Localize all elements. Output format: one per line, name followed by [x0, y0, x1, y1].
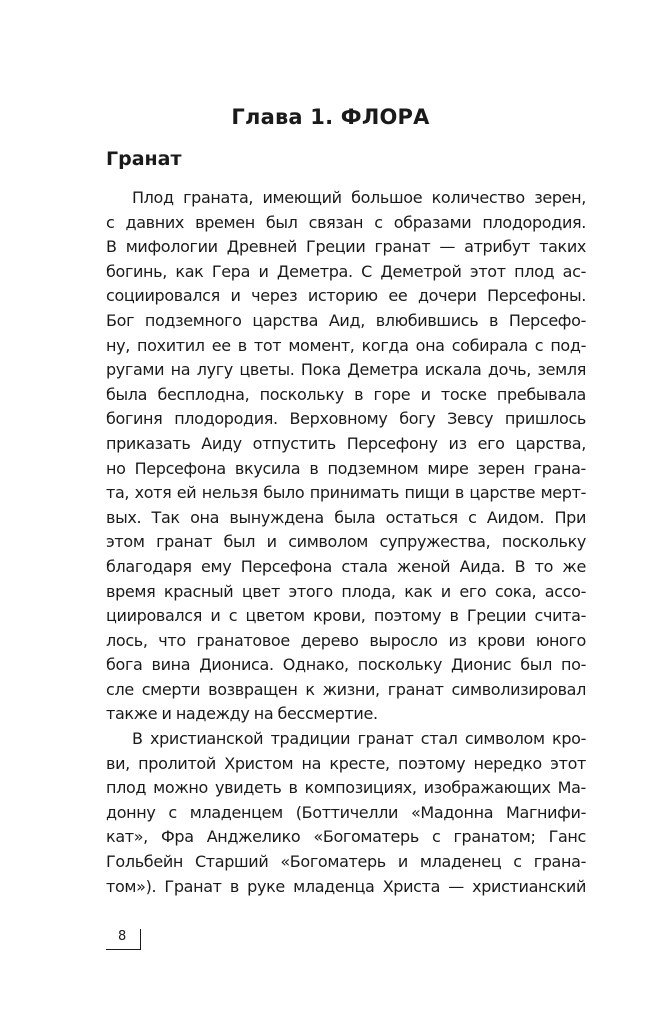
- text-line: но Персефона вкусила в подземном мире зерен грана-: [106, 458, 586, 478]
- text-line: социировался и через историю ее дочери Персефоны.: [106, 286, 586, 306]
- text-line: богиня плодородия. Верховному богу Зевсу пришлось: [106, 409, 586, 429]
- text-line: бога вина Диониса. Однако, поскольку Дионис был по-: [106, 655, 586, 675]
- text-line: ви, пролитой Христом на кресте, поэтому нередко этот: [106, 753, 586, 773]
- section-title: Гранат: [106, 148, 182, 170]
- text-line: этом гранат был и символом супружества, поскольку: [106, 532, 586, 552]
- text-line: циировался и с цветом крови, поэтому в Греции счита-: [106, 606, 586, 626]
- text-line: время красный цвет этого плода, как и его сока, ассо-: [106, 581, 586, 601]
- text-line: кат», Фра Анджелико «Богоматерь с гранатом; Ганс: [106, 827, 586, 847]
- text-line: та, хотя ей нельзя было принимать пищи в царстве мерт-: [106, 483, 586, 503]
- page-number: 8: [118, 929, 127, 944]
- text-line: приказать Аиду отпустить Персефону из его царства,: [106, 433, 586, 453]
- text-line: вых. Так она вынуждена была остаться с Аидом. При: [106, 507, 586, 527]
- text-line: В мифологии Древней Греции гранат — атрибут таких: [106, 237, 586, 257]
- text-line: также и надежду на бессмертие.: [106, 704, 378, 724]
- text-line: лось, что гранатовое дерево выросло из крови юного: [106, 630, 586, 650]
- text-line: Бог подземного царства Аид, влюбившись в Персефо-: [106, 310, 586, 330]
- text-line: том»). Гранат в руке младенца Христа — христианский: [106, 876, 586, 896]
- text-line: плод можно увидеть в композициях, изображающих Ма-: [106, 778, 586, 798]
- text-line: с давних времен был связан с образами плодородия.: [106, 212, 586, 232]
- page-footer: [106, 929, 141, 950]
- text-line: сле смерти возвращен к жизни, гранат символизировал: [106, 679, 586, 699]
- text-line: ну, похитил ее в тот момент, когда она собирала с под-: [106, 335, 586, 355]
- text-line: богинь, как Гера и Деметра. С Деметрой этот плод ас-: [106, 261, 586, 281]
- text-line: Плод граната, имеющий большое количество зерен,: [132, 188, 586, 207]
- body-text: [106, 186, 586, 899]
- chapter-title: Глава 1. ФЛОРА: [231, 105, 430, 129]
- text-line: В христианской традиции гранат стал символом кро-: [132, 729, 586, 749]
- text-line: благодаря ему Персефона стала женой Аида. В то же: [106, 556, 586, 576]
- text-line: донну с младенцем (Боттичелли «Мадонна Магнифи-: [106, 802, 586, 822]
- text-line: Гольбейн Старший «Богоматерь и младенец с грана-: [106, 852, 586, 872]
- text-line: была бесплодна, поскольку в горе и тоске пребывала: [106, 384, 586, 404]
- text-line: ругами на лугу цветы. Пока Деметра искала дочь, земля: [106, 360, 586, 380]
